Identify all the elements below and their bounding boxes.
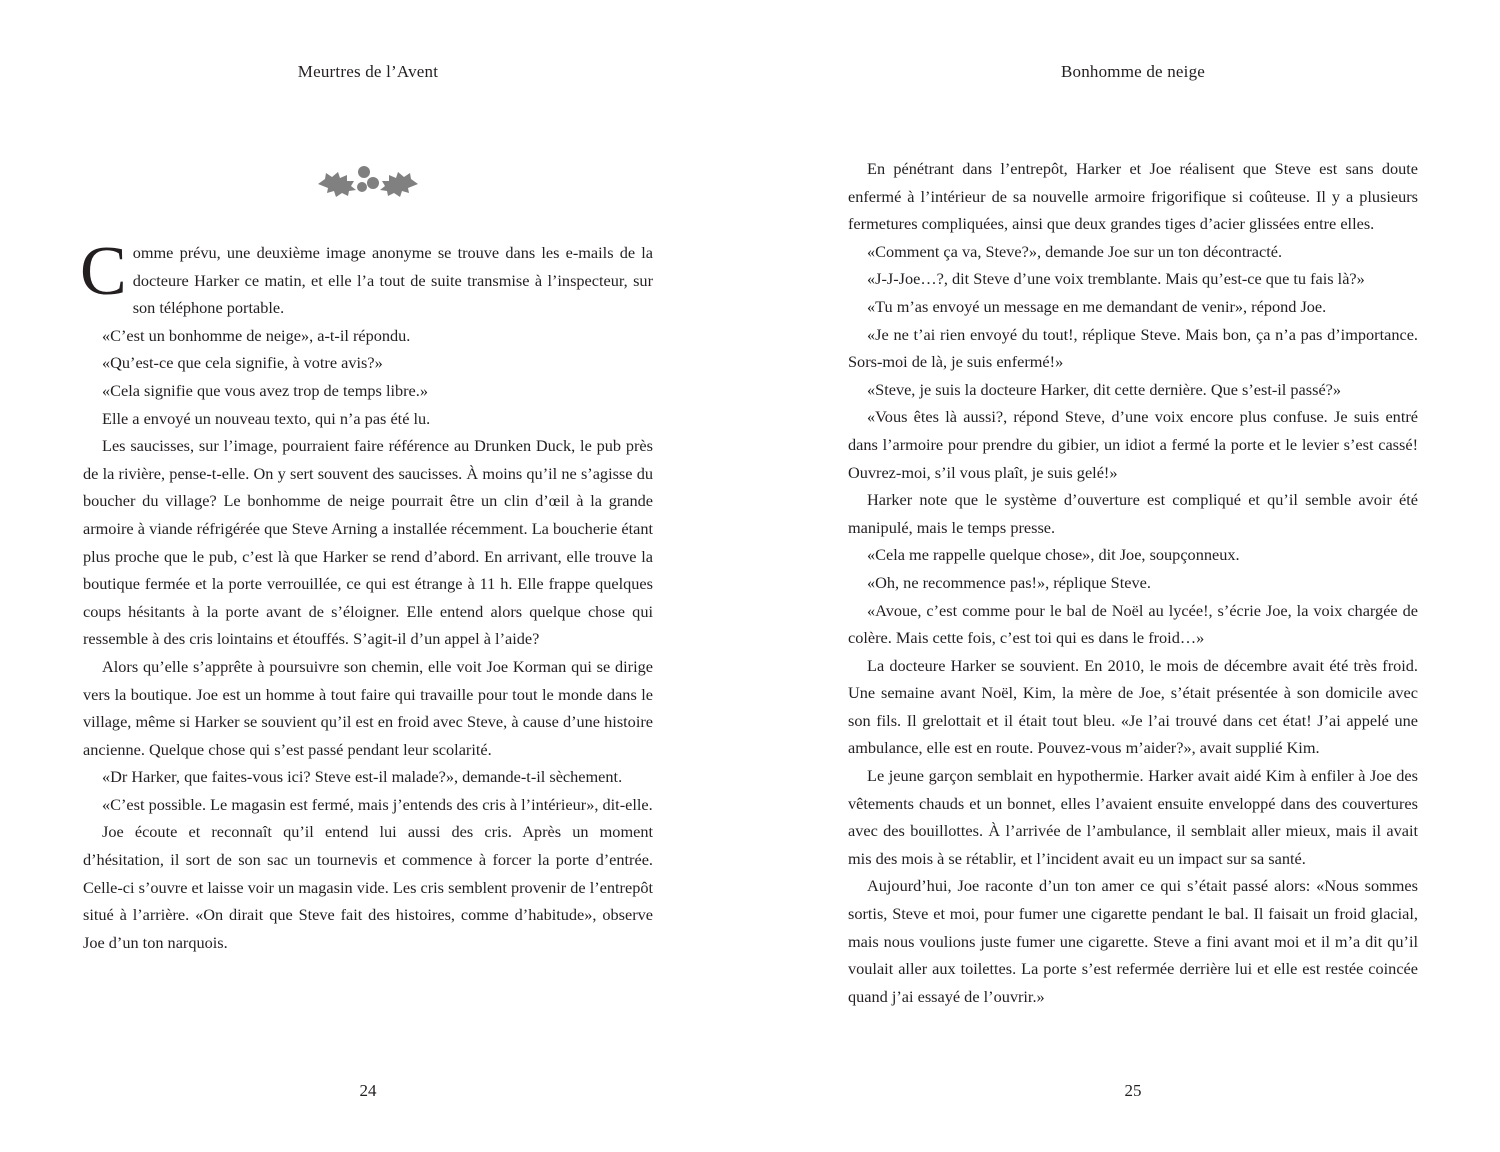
paragraph: Elle a envoyé un nouveau texto, qui n’a pas été lu. <box>102 408 431 428</box>
paragraph: «Dr Harker, que faites-vous ici? Steve est-il malade?», demande-t-il sèchement. <box>102 767 623 787</box>
paragraph: Le jeune garçon semblait en hypothermie. Harker avait aidé Kim à enfiler à Joe des vêtements chauds et un bonnet, elles l’avaient ensuite enveloppé dans des couvertures avec des bouillottes. À l’arrivée de l’ambulance, il semblait aller mieux, mais il avait mis des mois à se rétablir, et l’incident avait eu un impact sur sa santé. <box>848 766 1418 868</box>
right-body-text <box>848 155 1418 1010</box>
paragraph: En pénétrant dans l’entrepôt, Harker et Joe réalisent que Steve est sans doute enfermé à l’intérieur de sa nouvelle armoire frigorifique si coûteuse. Il y a plusieurs fermetures compliquées, ainsi que deux grandes tiges d’acier glissées entre elles. <box>848 159 1418 234</box>
paragraph: «Vous êtes là aussi?, répond Steve, d’une voix encore plus confuse. Je suis entré dans l’armoire pour prendre du gibier, un idiot a fermé la porte et le levier s’est cassé! Ouvrez-moi, s’il vous plaît, je suis gelé!» <box>848 407 1418 482</box>
opening-paragraph <box>80 233 653 322</box>
paragraph: «C’est un bonhomme de neige», a-t-il répondu. <box>102 325 411 345</box>
page-number-right: 25 <box>1124 1081 1142 1100</box>
paragraph: «Je ne t’ai rien envoyé du tout!, réplique Steve. Mais bon, ça n’a pas d’importance. Sors-moi de là, je suis enfermé!» <box>848 324 1418 372</box>
paragraph: «J-J-Joe…?, dit Steve d’une voix tremblante. Mais qu’est-ce que tu fais là?» <box>867 269 1365 289</box>
drop-cap: C <box>80 233 127 310</box>
opening-paragraph-text: omme prévu, une deuxième image anonyme se trouve dans les e-mails de la docteure Harker ce matin, et elle l’a tout de suite transmise à l’inspecteur, sur son téléphone portable. <box>132 243 653 318</box>
paragraph: «Qu’est-ce que cela signifie, à votre avis?» <box>102 353 383 373</box>
running-head-left: Meurtres de l’Avent <box>297 62 439 81</box>
paragraph: «Oh, ne recommence pas!», réplique Steve. <box>867 572 1151 592</box>
right-page <box>848 0 1418 1152</box>
holly-ornament-icon <box>316 162 420 204</box>
running-head-right: Bonhomme de neige <box>1060 62 1206 81</box>
paragraph: La docteure Harker se souvient. En 2010, le mois de décembre avait été très froid. Une semaine avant Noël, Kim, la mère de Joe, s’était présentée à son domicile avec son fils. Il grelottait et il était tout bleu. «Je l’ai trouvé dans cet état! J’ai appelé une ambulance, elle est en route. Pouvez-vous m’aider?», avait supplié Kim. <box>848 655 1418 758</box>
paragraph: Joe écoute et reconnaît qu’il entend lui aussi des cris. Après un moment d’hésitation, il sort de son sac un tournevis et commence à forcer la porte d’entrée. Celle-ci s’ouvre et laisse voir un magasin vide. Les cris semblent provenir de l’entrepôt situé à l’arrière. «On dirait que Steve fait des histoires, comme d’habitude», observe Joe d’un ton narquois. <box>83 822 653 952</box>
left-page <box>80 0 653 1152</box>
paragraph: Les saucisses, sur l’image, pourraient faire référence au Drunken Duck, le pub près de la rivière, pense-t-elle. On y sert souvent des saucisses. À moins qu’il ne s’agisse du boucher du village? Le bonhomme de neige pourrait être un clin d’œil à la grande armoire à viande réfrigérée que Steve Arning a installée récemment. La boucherie étant plus proche que le pub, c’est là que Harker se rend d’abord. En arrivant, elle trouve la boutique fermée et la porte verrouillée, ce qui est étrange à 11 h. Elle frappe quelques coups hésitants à la porte avant de s’éloigner. Elle entend alors quelque chose qui ressemble à des cris lointains et étouffés. S’agit-il d’un appel à l’aide? <box>83 436 653 649</box>
paragraph: Harker note que le système d’ouverture est compliqué et qu’il semble avoir été manipulé, mais le temps presse. <box>848 490 1418 537</box>
paragraph: «Tu m’as envoyé un message en me demandant de venir», répond Joe. <box>867 296 1327 316</box>
left-body-text <box>80 233 653 956</box>
paragraph: Alors qu’elle s’apprête à poursuivre son chemin, elle voit Joe Korman qui se dirige vers la boutique. Joe est un homme à tout faire qui travaille pour tout le monde dans le village, même si Harker se souvient qu’il est en froid avec Steve, à cause d’une histoire ancienne. Quelque chose qui s’est passé pendant leur scolarité. <box>83 656 653 759</box>
page-number-left: 24 <box>359 1081 377 1100</box>
paragraph: «Cela me rappelle quelque chose», dit Joe, soupçonneux. <box>867 545 1240 565</box>
paragraph: «Steve, je suis la docteure Harker, dit cette dernière. Que s’est-il passé?» <box>867 379 1342 399</box>
paragraph: «Cela signifie que vous avez trop de temps libre.» <box>102 380 428 400</box>
paragraph: Aujourd’hui, Joe raconte d’un ton amer ce qui s’était passé alors: «Nous sommes sortis, Steve et moi, pour fumer une cigarette pendant le bal. Il faisait un froid glacial, mais nous voulions juste fumer une cigarette. Steve a fini avant moi et il m’a dit qu’il voulait aller aux toilettes. La porte s’est refermée derrière lui et elle est restée coincée quand j’ai essayé de l’ouvrir.» <box>848 876 1418 1006</box>
paragraph: «Avoue, c’est comme pour le bal de Noël au lycée!, s’écrie Joe, la voix chargée de colère. Mais cette fois, c’est toi qui es dans le froid…» <box>848 600 1418 648</box>
paragraph: «C’est possible. Le magasin est fermé, mais j’entends des cris à l’intérieur», dit-elle. <box>102 794 653 814</box>
paragraph: «Comment ça va, Steve?», demande Joe sur un ton décontracté. <box>867 241 1283 261</box>
